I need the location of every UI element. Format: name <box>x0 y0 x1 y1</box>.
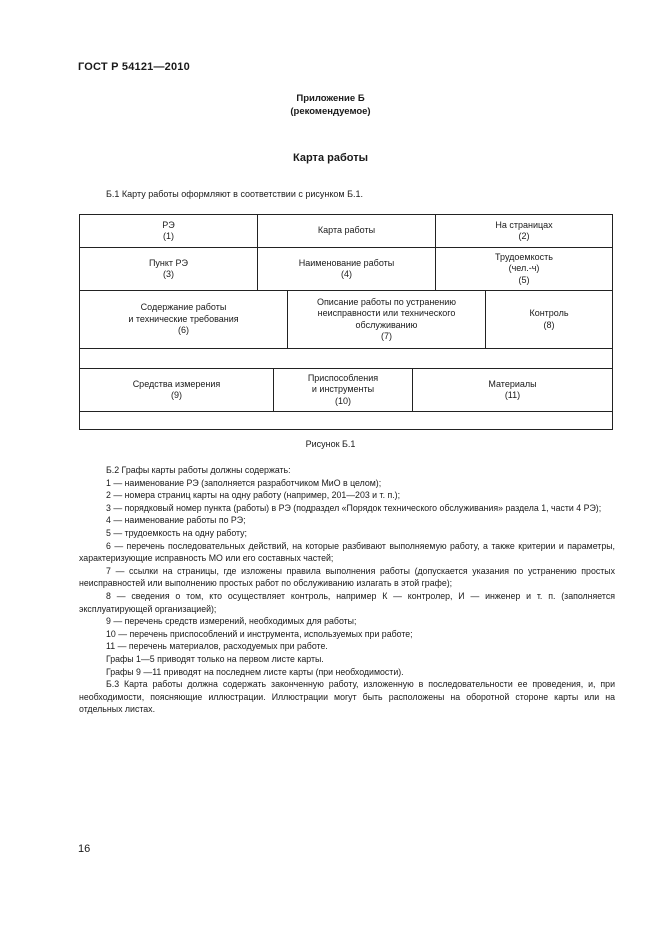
cell-fixtures: Приспособления и инструменты (10) <box>274 369 413 411</box>
intro-paragraph: Б.1 Карту работы оформляют в соответствии с рисунком Б.1. <box>106 189 363 199</box>
card-row-3 <box>80 291 612 349</box>
list-item: Графы 1—5 приводят только на первом листе карты. <box>106 653 324 664</box>
cell-materials: Материалы (11) <box>488 378 537 400</box>
work-card-form <box>79 214 613 430</box>
cell-work-description: Описание работы по устранению неисправности или технического обслуживанию (7) <box>288 291 486 348</box>
cell-re: РЭ (1) <box>80 215 258 247</box>
list-item: 2 — номера страниц карты на одну работу (например, 201—203 и т. п.); <box>106 490 401 501</box>
cell-card-title: Карта работы <box>258 215 436 247</box>
list-item: Графы 9 —11 приводят на последнем листе карты (при необходимости). <box>106 666 404 677</box>
list-item: 6 — перечень последовательных действий, на которые разбивают выполняемую работу, а также критерии и параметры, характеризующие исправность МО или его составных частей; <box>79 540 615 564</box>
appendix-heading <box>0 92 661 118</box>
page-number: 16 <box>78 843 91 855</box>
list-item: 7 — ссылки на страницы, где изложены правила выполнения работы (допускается указания по устранению простых неисправностей или выполнению простых работ по обслуживанию излагать в этой графе); <box>79 565 615 589</box>
card-row-blank-2 <box>80 412 612 429</box>
card-row-2 <box>80 248 612 291</box>
section-title: Карта работы <box>293 152 368 164</box>
list-item: Б.2 Графы карты работы должны содержать: <box>106 465 291 475</box>
cell-work-name: Наименование работы (4) <box>258 248 436 290</box>
figure-caption: Рисунок Б.1 <box>305 439 356 449</box>
card-row-5 <box>80 369 612 412</box>
list-item: 1 — наименование РЭ (заполняется разработчиком МиО в целом); <box>106 477 382 488</box>
cell-labor: Трудоемкость (чел.-ч) (5) <box>495 251 553 285</box>
cell-control: Контроль (8) <box>529 308 569 330</box>
list-item: 4 — наименование работы по РЭ; <box>106 515 246 526</box>
list-item: 3 — порядковый номер пункта (работы) в РЭ (подраздел «Порядок технического обслуживания» раздела 1, части 4 РЭ); <box>106 502 602 513</box>
appendix-title: Приложение Б <box>296 93 365 104</box>
list-item: 9 — перечень средств измерений, необходимых для работы; <box>106 616 357 627</box>
cell-re-item: Пункт РЭ (3) <box>80 248 258 290</box>
appendix-subtitle: (рекомендуемое) <box>290 106 371 117</box>
list-item: 11 — перечень материалов, расходуемых при работе. <box>106 641 328 652</box>
cell-pages: На страницах (2) <box>495 219 553 241</box>
cell-measuring-tools: Средства измерения (9) <box>80 369 274 411</box>
document-header: ГОСТ Р 54121—2010 <box>78 61 190 73</box>
card-row-blank-1 <box>80 349 612 369</box>
list-item: 8 — сведения о том, кто осуществляет контроль, например К — контролер, И — инженер и т. п. (заполняется эксплуатирующей организацией); <box>79 590 615 614</box>
cell-work-content: Содержание работы и технические требования (6) <box>80 291 288 348</box>
list-item: Б.3 Карта работы должна содержать законченную работу, изложенную в последовательности ее проведения, и, при необходимости, поясняющие иллюстрации. Иллюстрации могут быть расположены на оборотной стороне карты или на отдельных листах. <box>79 679 615 715</box>
list-item: 10 — перечень приспособлений и инструмента, используемых при работе; <box>106 628 413 639</box>
list-item: 5 — трудоемкость на одну работу; <box>106 527 247 538</box>
card-row-1 <box>80 215 612 248</box>
field-descriptions <box>79 464 615 716</box>
